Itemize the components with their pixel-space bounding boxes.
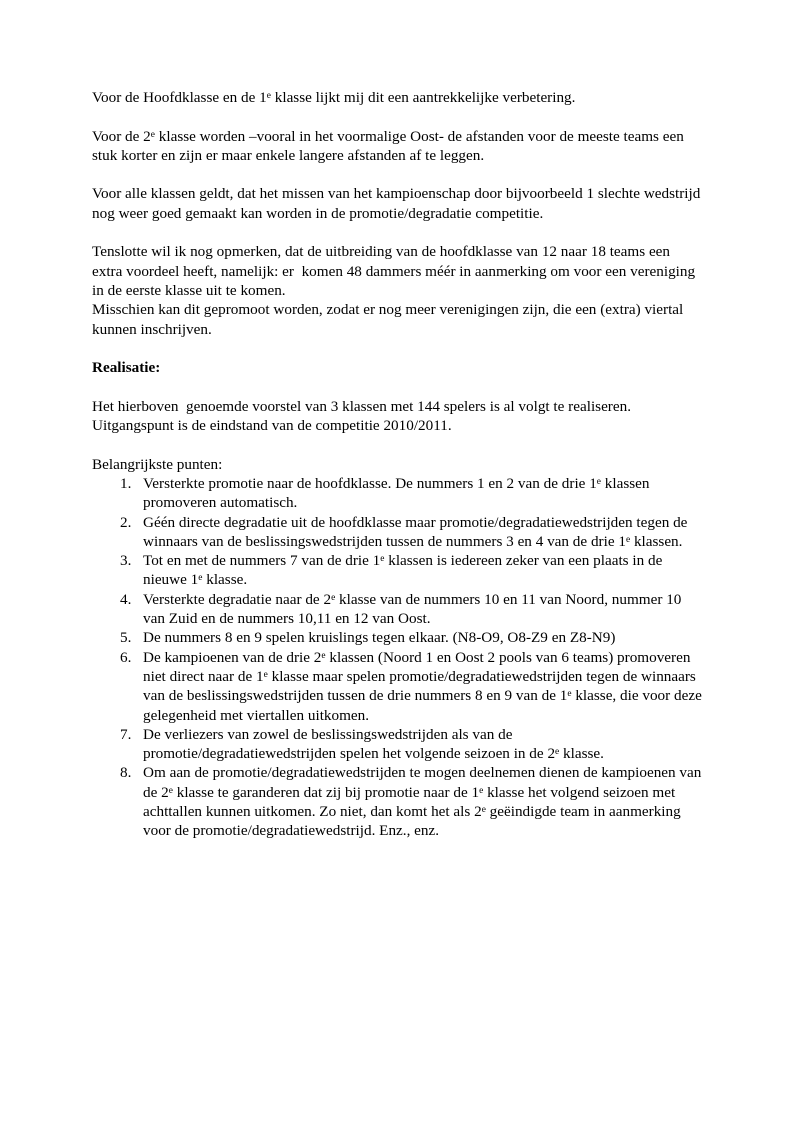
paragraph-1: Voor de Hoofdklasse en de 1e klasse lijkt mij dit een aantrekkelijke verbetering. [92, 89, 576, 106]
list-item: De kampioenen van de drie 2e klassen (Noord 1 en Oost 2 pools van 6 teams) promoveren niet direct naar de 1e klasse maar spelen promotie/degradatiewedstrijden tegen de winnaars van de beslissingswedstrijden tussen de drie nummers 8 en 9 van de 1e klasse, die voor deze gelegenheid met viertallen uitkomen. [143, 648, 706, 724]
ordinal-superscript: e [479, 785, 484, 796]
list-item: Om aan de promotie/degradatiewedstrijden te mogen deelnemen dienen de kampioenen van de 2e klasse te garanderen dat zij bij promotie naar de 1e klasse het volgend seizoen met achttallen kunnen uitkomen. Zo niet, dan komt het als 2e geëindigde team in aanmerking voor de promotie/degradatiewedstrijd. Enz., enz. [143, 764, 706, 840]
ordinal-superscript: e [263, 669, 268, 680]
paragraph-6: Het hierboven genoemde voorstel van 3 klassen met 144 spelers is al volgt te realiseren. Uitgangspunt is de eindstand van de competitie 2010/2011. [92, 397, 635, 435]
paragraph-belangrijkste-punten: Belangrijkste punten: [92, 455, 223, 473]
list-item: Versterkte degradatie naar de 2e klasse van de nummers 10 en 11 van Noord, nummer 10 van Zuid en de nummers 10,11 en 12 van Oost. [143, 590, 686, 628]
ordinal-superscript: e [625, 534, 631, 545]
paragraph-spacer [92, 435, 702, 454]
paragraph-5: Misschien kan dit gepromoot worden, zodat er nog meer verenigingen zijn, die een (extra) viertal kunnen inschrijven. [92, 301, 688, 338]
ordinal-superscript: e [168, 785, 173, 796]
ordinal-superscript: e [380, 554, 385, 565]
list-item: De verliezers van zowel de beslissingswedstrijden als van de promotie/degradatiewedstrijden spelen het volgende seizoen in de 2e klasse. [143, 725, 604, 763]
section-heading-realisatie: Realisatie: [92, 359, 161, 377]
paragraph-spacer [92, 107, 702, 126]
list-item: De nummers 8 en 9 spelen kruislings tegen elkaar. (N8-O9, O8-Z9 en Z8-N9) [143, 629, 616, 647]
ordinal-superscript: e [596, 476, 601, 487]
list-item: Tot en met de nummers 7 van de drie 1e klassen is iedereen zeker van een plaats in de nieuwe 1e klasse. [143, 552, 667, 589]
ordinal-superscript: e [567, 689, 572, 700]
paragraph-spacer [92, 339, 702, 358]
ordinal-superscript: e [198, 573, 203, 584]
paragraph-4: Tenslotte wil ik nog opmerken, dat de uitbreiding van de hoofdklasse van 12 naar 18 teams een extra voordeel heeft, namelijk: er komen 48 dammers méér in aanmerking om voor een vereniging in de eerste klasse uit te komen. [92, 243, 699, 299]
ordinal-superscript: e [321, 650, 326, 661]
ordinal-superscript: e [266, 91, 271, 102]
numbered-list-points [92, 474, 706, 841]
list-item: Géén directe degradatie uit de hoofdklasse maar promotie/degradatiewedstrijden tegen de winnaars van de beslissingswedstrijden tussen de nummers 3 en 4 van de drie 1e klassen. [143, 513, 692, 550]
paragraph-2: Voor de 2e klasse worden –vooral in het voormalige Oost- de afstanden voor de meeste teams een stuk korter en zijn er maar enkele langere afstanden af te leggen. [92, 127, 688, 164]
ordinal-superscript: e [481, 805, 486, 816]
ordinal-superscript: e [555, 747, 560, 758]
paragraph-3: Voor alle klassen geldt, dat het missen van het kampioenschap door bijvoorbeeld 1 slechte wedstrijd nog weer goed gemaakt kan worden in de promotie/degradatie competitie. [92, 185, 705, 222]
paragraph-spacer [92, 165, 702, 184]
ordinal-superscript: e [150, 129, 155, 140]
paragraph-spacer [92, 377, 702, 396]
list-item: Versterkte promotie naar de hoofdklasse. De nummers 1 en 2 van de drie 1e klassen promoveren automatisch. [143, 474, 654, 512]
ordinal-superscript: e [331, 592, 336, 603]
document-body [92, 88, 706, 841]
paragraph-spacer [92, 223, 702, 242]
